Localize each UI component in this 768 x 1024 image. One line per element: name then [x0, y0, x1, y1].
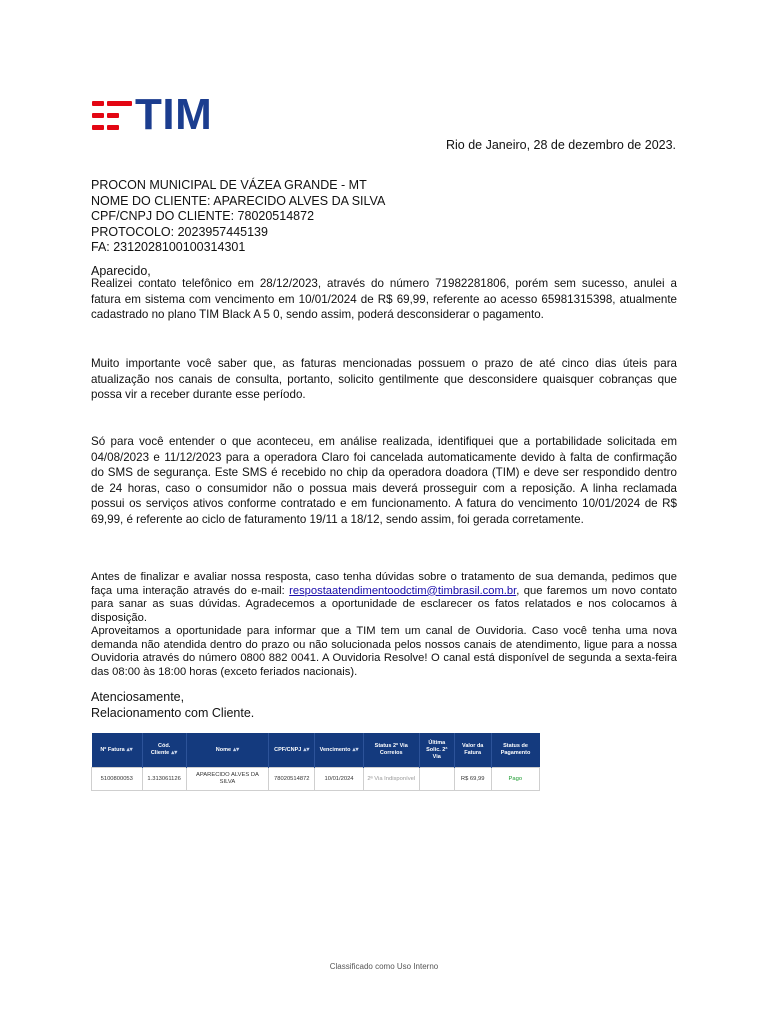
cell-cpf: 78020514872: [269, 768, 315, 791]
sort-icon[interactable]: ▴▾: [171, 750, 178, 756]
recipient: PROCON MUNICIPAL DE VÁZEA GRANDE - MT: [91, 178, 367, 192]
paragraph-2: [91, 356, 677, 403]
closing-signature: Relacionamento com Cliente.: [91, 706, 255, 720]
cell-invoice-value: R$ 69,99: [454, 768, 491, 791]
greeting: Aparecido,: [91, 264, 151, 278]
column-header-payment-status: Status de Pagamento: [491, 733, 539, 768]
cell-second-copy-status: 2ª Via Indisponível: [363, 768, 419, 791]
column-header-second-copy-status: Status 2ª Via Correios: [363, 733, 419, 768]
paragraph-line: para sanar as suas dúvidas. Agradecemos a oportunidade de esclarecer os fatos relatados e nos colocamos à: [91, 598, 677, 610]
column-header-invoice[interactable]: Nº Fatura ▴▾: [92, 733, 143, 768]
column-header-invoice-value: Valor da Fatura: [454, 733, 491, 768]
classification-footer: Classificado como Uso Interno: [329, 962, 439, 971]
support-email-link[interactable]: respostaatendimentoodctim@timbrasil.com.br: [289, 584, 517, 597]
sort-icon[interactable]: ▴▾: [233, 746, 240, 753]
cell-name: APARECIDO ALVES DA SILVA: [186, 768, 269, 791]
paragraph-line: Muito importante você saber que, as faturas mencionadas possuem o prazo de até cinco dias úteis para: [91, 357, 677, 370]
closing: [91, 689, 254, 721]
cell-due-date: 10/01/2024: [315, 768, 363, 791]
paragraph-line: de 24 horas, caso o consumidor não o possua mais deverá prosseguir com a reposição. A linha reclamada: [91, 481, 677, 495]
paragraph-4: [91, 571, 677, 679]
paragraph-line: possa vir a receber durante esse período.: [91, 388, 306, 401]
paragraph-line: 69,99, é referente ao ciclo de faturamento 19/11 a 18/12, sendo assim, foi gerada corretamente.: [91, 512, 584, 526]
paragraph-line: Antes de finalizar e avaliar nossa resposta, caso tenha dúvidas sobre o tratamento de sua demanda, pedimos que: [91, 571, 677, 583]
column-header-cpf[interactable]: CPF/CNPJ ▴▾: [269, 733, 315, 768]
client-name: NOME DO CLIENTE: APARECIDO ALVES DA SILVA: [91, 193, 386, 208]
tim-logo: [92, 90, 213, 139]
paragraph-line: 04/08/2023 e 11/12/2023 para a operadora Claro foi cancelada automaticamente devido à falta de confirmação: [91, 450, 677, 464]
fa-number: FA: 2312028100100314301: [91, 240, 246, 254]
column-header-due-date[interactable]: Vencimento ▴▾: [315, 733, 363, 768]
invoice-table: [91, 733, 540, 791]
paragraph-line: cadastrado no plano TIM Black A 5 0, sendo assim, poderá desconsiderar o pagamento.: [91, 308, 544, 321]
paragraph-1: [91, 276, 677, 323]
sort-icon[interactable]: ▴▾: [126, 746, 133, 753]
client-document: CPF/CNPJ DO CLIENTE: 78020514872: [91, 209, 315, 223]
paragraph-line: do SMS de segurança. Este SMS é recebido no chip da operadora doadora (TIM) e deve ser respondido dentro: [91, 466, 677, 479]
paragraph-line: demanda não atendida dentro do prazo ou não solucionada pelos nossos canais de atendimento, ligue para a nossa: [91, 638, 677, 651]
tim-logo-text: TIM: [135, 90, 213, 139]
protocol-number: PROTOCOLO: 2023957445139: [91, 224, 268, 239]
closing-salutation: Atenciosamente,: [91, 690, 185, 704]
table-header-row: [92, 733, 540, 768]
paragraph-line: disposição.: [91, 611, 147, 624]
paragraph-line: Aproveitamos a oportunidade para informar que a TIM tem um canal de Ouvidoria. Caso você tenha uma nova: [91, 625, 677, 637]
paragraph-line: possui os serviços ativos conforme contratado e em funcionamento. A fatura do vencimento 10/01/2024 de R$: [91, 497, 677, 510]
cell-client-code: 1.313061126: [142, 768, 186, 791]
table-row: [92, 768, 540, 791]
cell-invoice-number: 5100800053: [92, 768, 143, 791]
paragraph-3: [91, 434, 677, 527]
tim-logo-icon: [92, 97, 132, 133]
paragraph-line: Realizei contato telefônico em 28/12/2023, através do número 71982281806, porém sem sucesso, anulei a: [91, 277, 677, 290]
paragraph-line: Ouvidoria através do número 0800 882 0041. A Ouvidoria Resolve! O canal está disponível de segunda a sexta-feira: [91, 652, 677, 664]
cell-last-request: [419, 768, 454, 791]
letter-date: Rio de Janeiro, 28 de dezembro de 2023.: [446, 138, 677, 152]
letter-header: [91, 178, 385, 256]
column-header-last-request: Última Solic. 2ª Via: [419, 733, 454, 768]
paragraph-line: faça uma interação através do e-mail: respostaatendimentoodctim@timbrasil.com.br, que faremos um novo contato: [91, 584, 678, 597]
sort-icon[interactable]: ▴▾: [303, 746, 310, 753]
paragraph-line: das 08:00 às 18:00 horas (exceto feriados nacionais).: [91, 665, 358, 678]
column-header-name[interactable]: Nome ▴▾: [186, 733, 269, 768]
paragraph-line: fatura em sistema com vencimento em 10/01/2024 de R$ 69,99, referente ao acesso 65981315398, atualmente: [91, 292, 677, 306]
paragraph-line: atualização nos canais de consulta, portanto, solicito gentilmente que desconsidere quaisquer cobranças que: [91, 372, 677, 386]
sort-icon[interactable]: ▴▾: [352, 746, 359, 753]
paragraph-line: Só para você entender o que aconteceu, em análise realizada, identifiquei que a portabilidade solicitada em: [91, 435, 677, 448]
cell-payment-status: Pago: [491, 768, 539, 791]
column-header-client-code[interactable]: Cód. Cliente ▴▾: [142, 733, 186, 768]
